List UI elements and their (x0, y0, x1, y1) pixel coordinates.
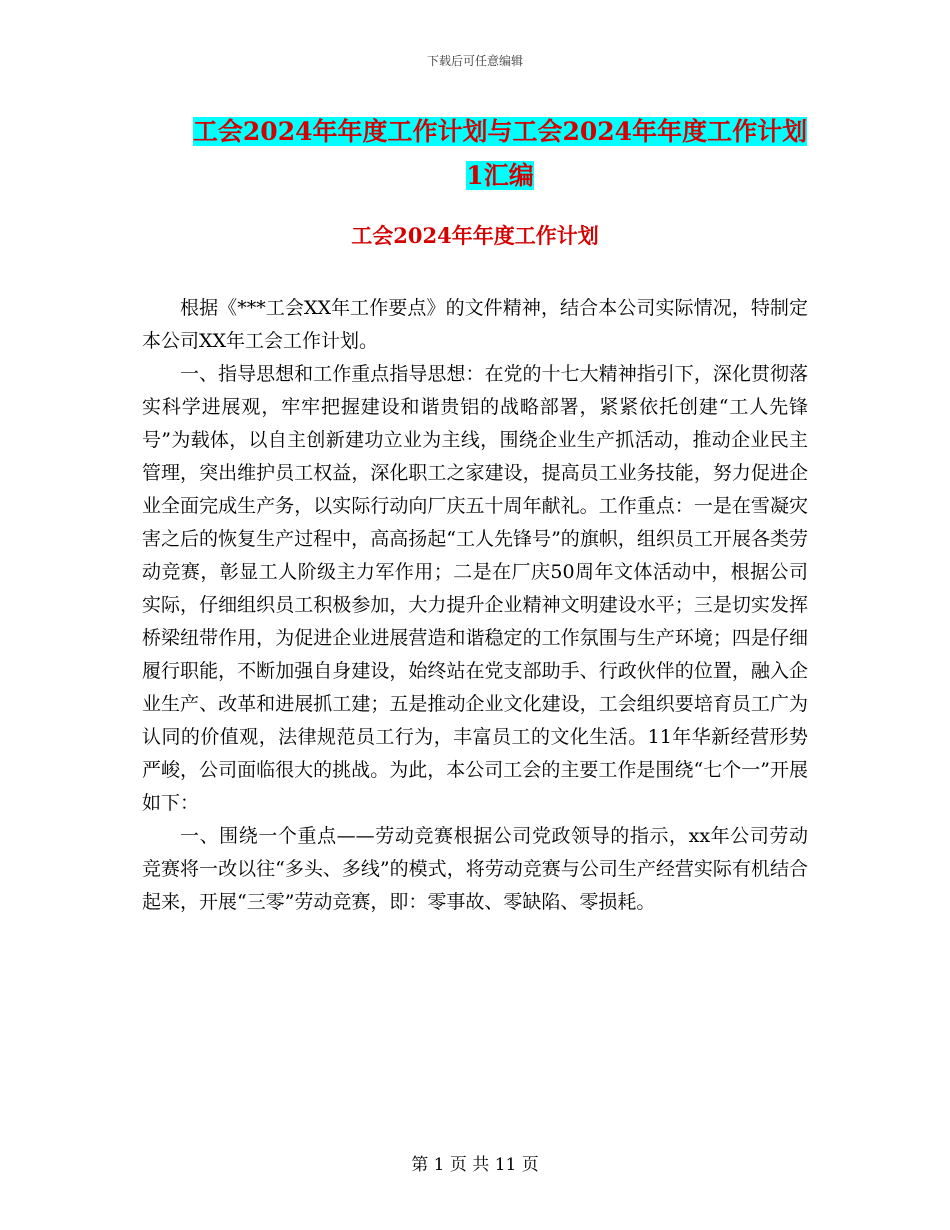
page-number: 第 1 页 共 11 页 (411, 1155, 539, 1175)
main-title-text: 工会2024年年度工作计划与工会2024年年度工作计划1汇编 (192, 117, 808, 190)
section-title: 工会2024年年度工作计划 (351, 223, 599, 248)
header-note: 下载后可任意编辑 (426, 54, 523, 68)
document-main-title (190, 110, 810, 198)
paragraph-intro: 根据《***工会XX年工作要点》的文件精神，结合本公司实际情况，特制定本公司XX年工会工作计划。 (142, 297, 808, 352)
paragraph-guiding-thought: 一、指导思想和工作重点指导思想：在党的十七大精神指引下，深化贯彻落实科学进展观，牢牢把握建设和谐贵铝的战略部署，紧紧依托创建“工人先锋号”为载体，以自主创新建功立业为主线，围绕企业生产抓活动，推动企业民主管理，突出维护员工权益，深化职工之家建设，提高员工业务技能，努力促进企业全面完成生产务，以实际行动向厂庆五十周年献礼。工作重点：一是在雪凝灾害之后的恢复生产过程中，高高扬起“工人先锋号”的旗帜，组织员工开展各类劳动竞赛，彰显工人阶级主力军作用；二是在厂庆50周年文体活动中，根据公司实际，仔细组织员工积极参加，大力提升企业精神文明建设水平；三是切实发挥桥梁纽带作用，为促进企业进展营造和谐稳定的工作氛围与生产环境；四是仔细履行职能，不断加强自身建设，始终站在党支部助手、行政伙伴的位置，融入企业生产、改革和进展抓工建；五是推动企业文化建设，工会组织要培育员工广为认同的价值观，法律规范员工行为，丰富员工的文化生活。11年华新经营形势严峻，公司面临很大的挑战。为此，本公司工会的主要工作是围绕“七个一”开展如下： (142, 363, 808, 814)
paragraph-labor-competition: 一、围绕一个重点——劳动竞赛根据公司党政领导的指示，xx年公司劳动竞赛将一改以往“多头、多线”的模式，将劳动竞赛与公司生产经营实际有机结合起来，开展“三零”劳动竞赛，即：零事故、零缺陷、零损耗。 (142, 825, 808, 913)
document-body (142, 292, 808, 919)
